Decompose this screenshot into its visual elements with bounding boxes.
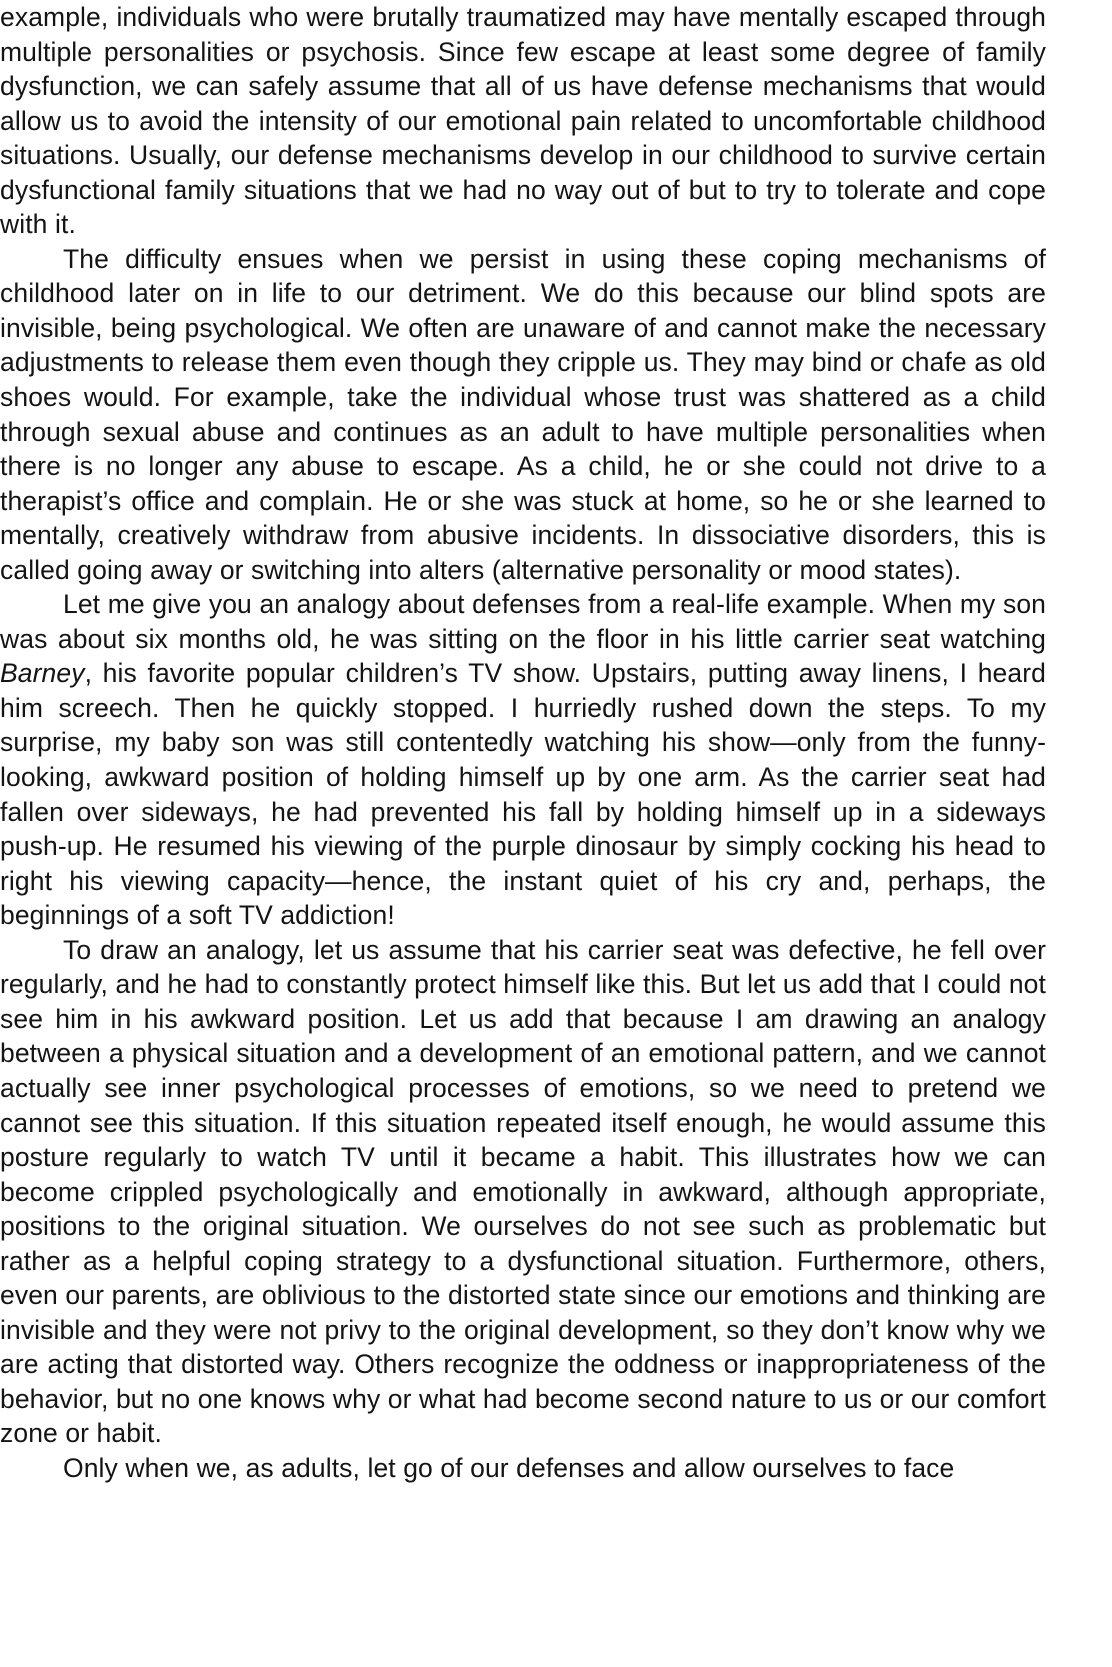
paragraph-4-text: To draw an analogy, let us assume that his carrier seat was defective, he fell over regularly, and he had to constantly protect himself like this. But let us add that I could not see him in his awkward position. Let us add that because I am drawing an analogy between a physical situation and a development of an emotional pattern, and we cannot actually see inner psychological processes of emotions, so we need to pretend we cannot see this situation. If this situation repeated itself enough, he would assume this posture regularly to watch TV until it became a habit. This illustrates how we can become crippled psychologically and emotionally in awkward, although appropriate, positions to the original situation. We ourselves do not see such as problematic but rather as a helpful coping strategy to a dysfunctional situation. Furthermore, others, even our parents, are oblivious to the distorted state since our emotions and thinking are invisible and they were not privy to the original development, so they don’t know why we are acting that distorted way. Others recognize the oddness or inappropriateness of the behavior, but no one knows why or what had become second nature to us or our comfort zone or habit. bbox=[0, 934, 1046, 1449]
paragraph-5-text: Only when we, as adults, let go of our defenses and allow ourselves to face bbox=[63, 1452, 955, 1483]
paragraph-1-text: example, individuals who were brutally traumatized may have mentally escaped through multiple personalities or psychosis. Since few escape at least some degree of family dysfunction, we can safely assume that all of us have defense mechanisms that would allow us to avoid the intensity of our emotional pain related to uncomfortable childhood situations. Usually, our defense mechanisms develop in our childhood to survive certain dysfunctional family situations that we had no way out of but to try to tolerate and cope with it. bbox=[0, 2, 1046, 240]
paragraph-4 bbox=[0, 933, 1046, 1451]
paragraph-2 bbox=[0, 242, 1046, 587]
paragraph-3 bbox=[0, 587, 1046, 932]
paragraph-5 bbox=[0, 1451, 1046, 1486]
paragraph-2-text: The difficulty ensues when we persist in using these coping mechanisms of childhood later on in life to our detriment. We do this because our blind spots are invisible, being psychological. We often are unaware of and cannot make the necessary adjustments to release them even though they cripple us. They may bind or chafe as old shoes would. For example, take the individual whose trust was shattered as a child through sexual abuse and continues as an adult to have multiple personalities when there is no longer any abuse to escape. As a child, he or she could not drive to a therapist’s office and complain. He or she was stuck at home, so he or she learned to mentally, creatively withdraw from abusive incidents. In dissociative disorders, this is called going away or switching into alters (alternative personality or mood states). bbox=[0, 243, 1046, 585]
show-title-barney: Barney bbox=[0, 658, 85, 689]
paragraph-1 bbox=[0, 0, 1046, 242]
paragraph-3-text-a: Let me give you an analogy about defenses from a real-life example. When my son was about six months old, he was sitting on the floor in his little carrier seat watching bbox=[0, 589, 1046, 654]
paragraph-3-text-b: , his favorite popular children’s TV show. Upstairs, putting away linens, I heard him screech. Then he quickly stopped. I hurriedly rushed down the steps. To my surprise, my baby son was still contentedly watching his show—only from the funny-looking, awkward position of holding himself up by one arm. As the carrier seat had fallen over sideways, he had prevented his fall by holding himself up in a sideways push-up. He resumed his viewing of the purple dinosaur by simply cocking his head to right his viewing capacity—hence, the instant quiet of his cry and, perhaps, the beginnings of a soft TV addiction! bbox=[0, 658, 1046, 931]
